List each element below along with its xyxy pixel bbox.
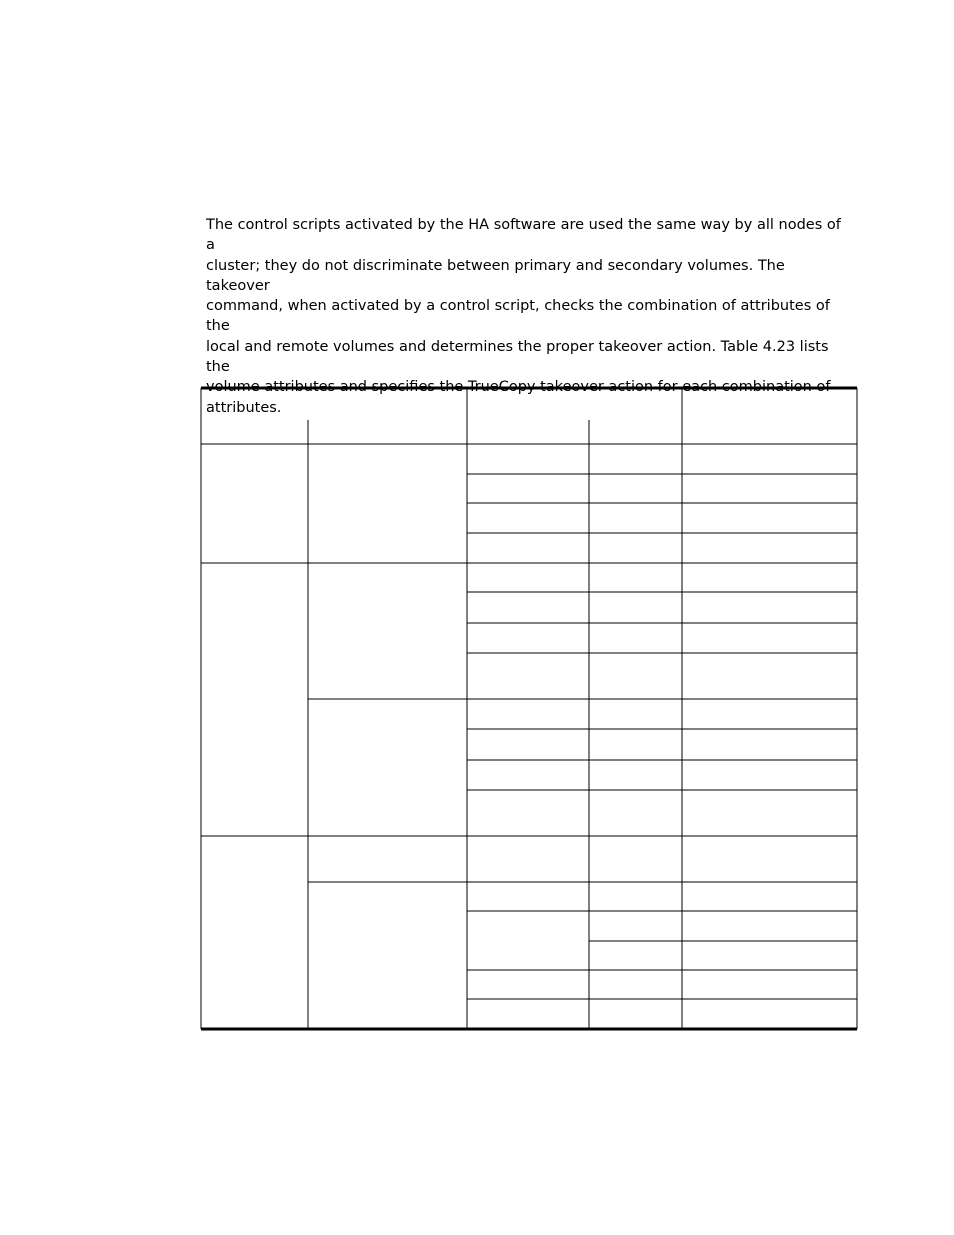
intro-paragraph: The control scripts activated by the HA software are used the same way by all nodes of a cluster; they do not discriminate between primary and secondary volumes. The takeover command, when activated by a control script, checks the combination of attributes of the local and remote volumes and determines the proper takeover action. Table 4.23 lists the volume attributes and specifies the TrueCopy takeover action for each combination of attributes.: [206, 217, 841, 416]
